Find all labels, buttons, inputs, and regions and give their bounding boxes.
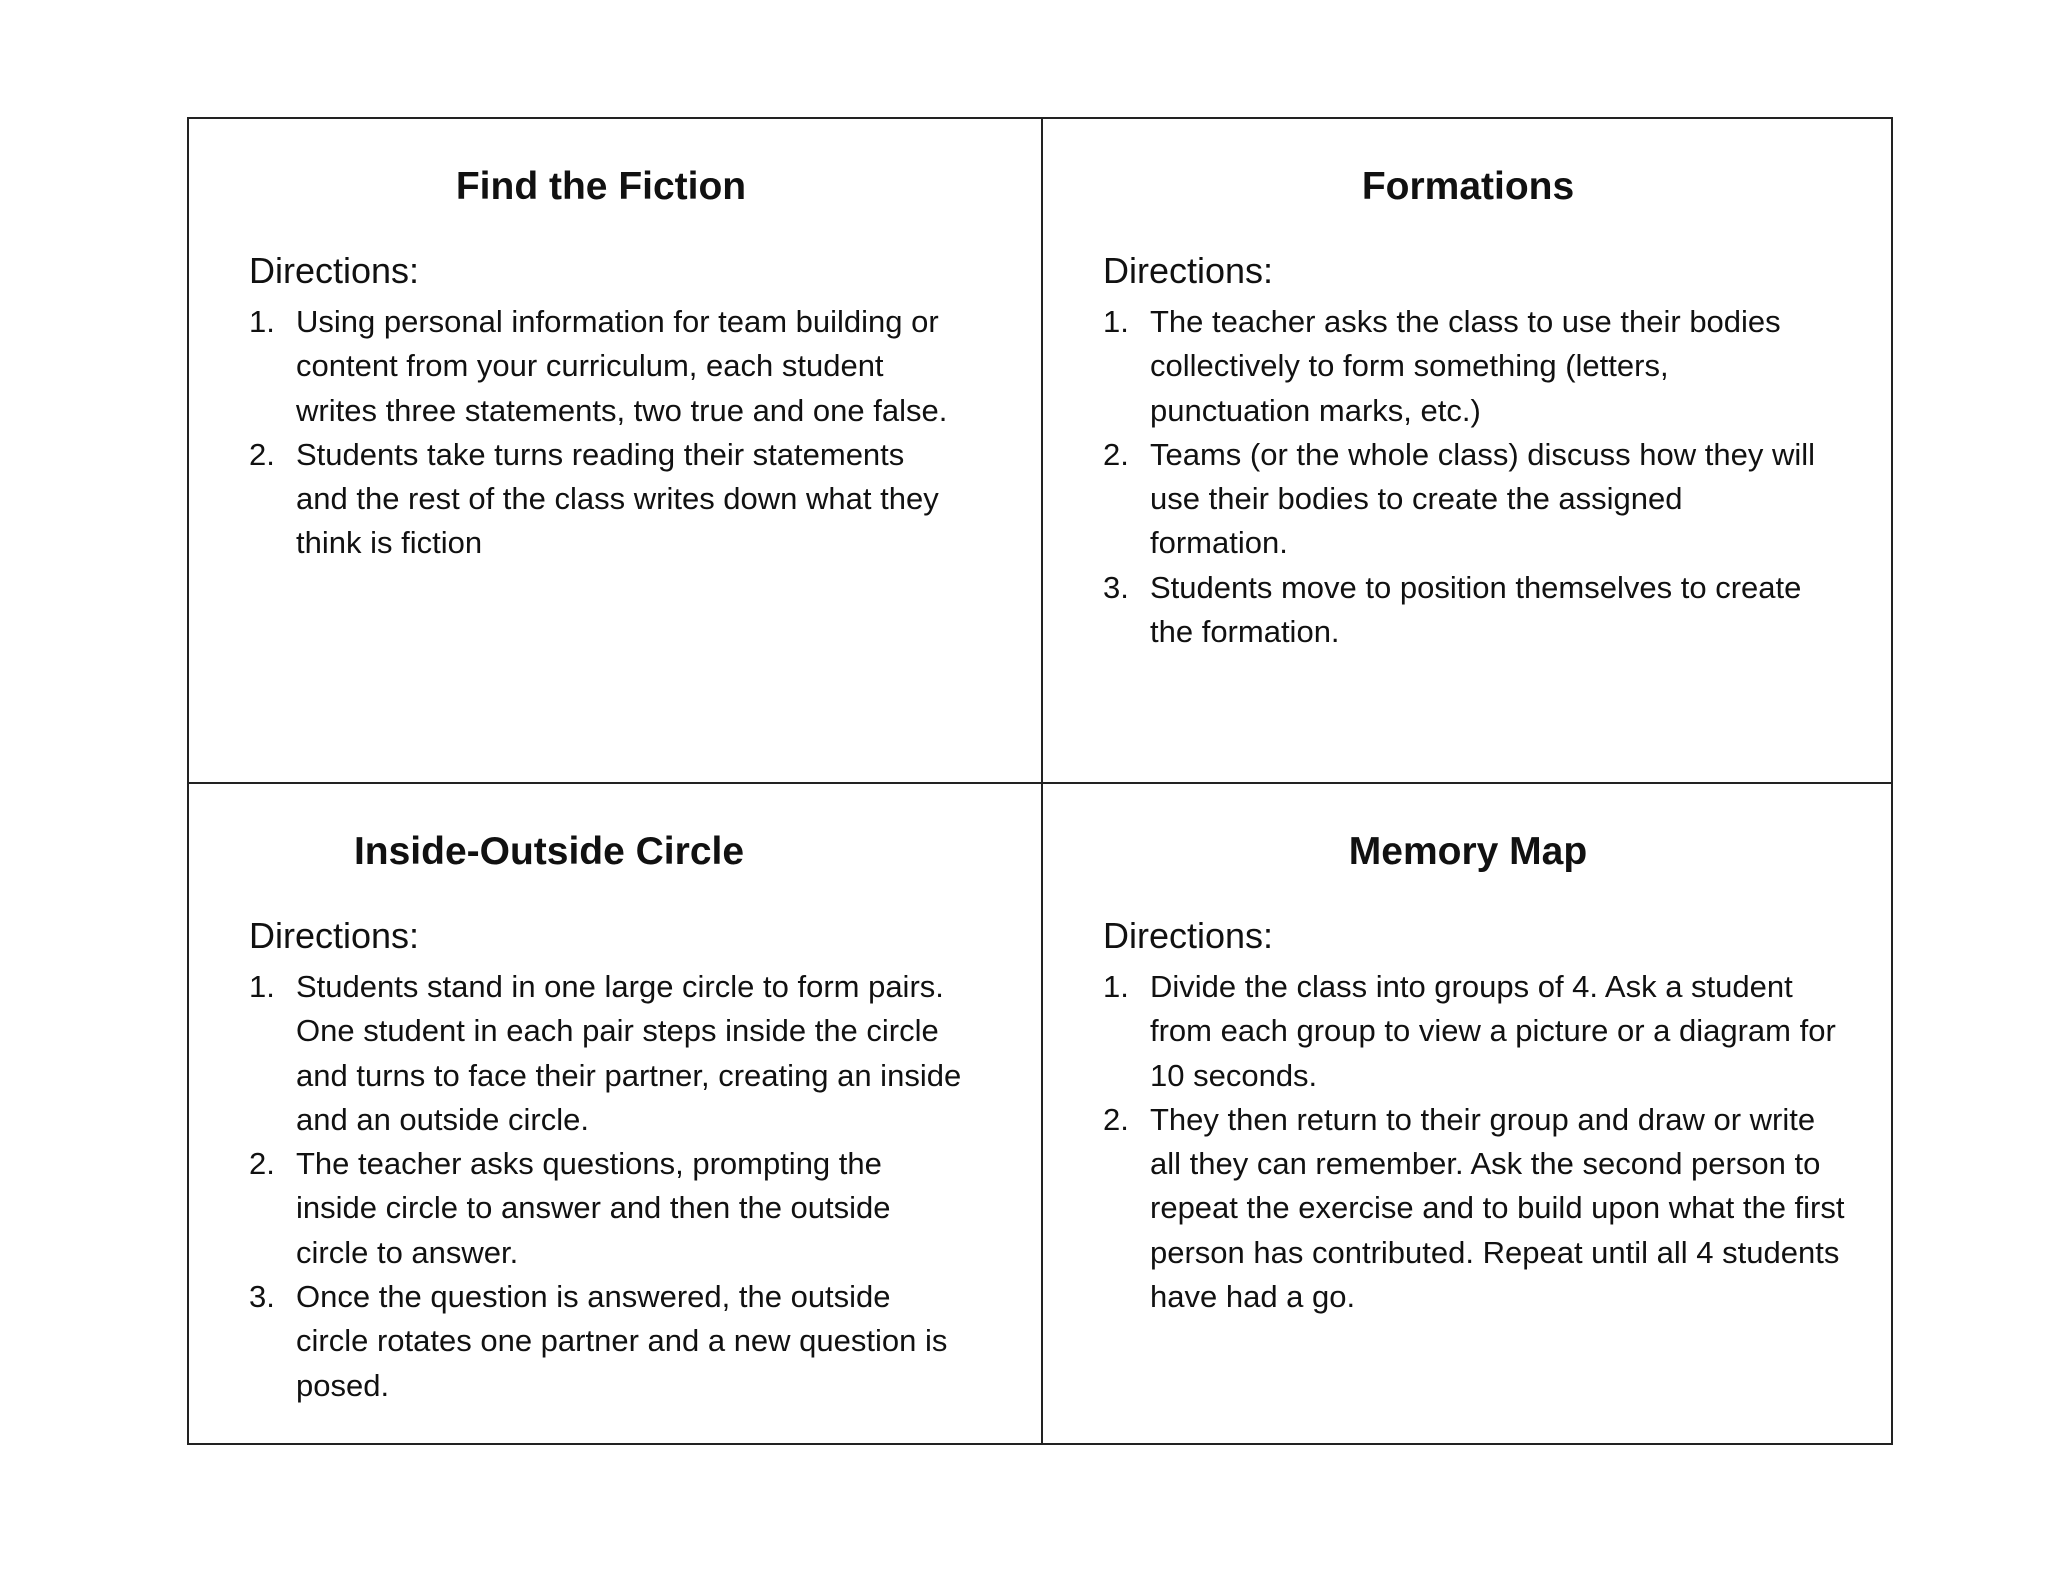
step-text: Students take turns reading their statements and the rest of the class writes down what they think is fiction <box>296 436 939 561</box>
card-title: Formations <box>1361 165 1575 208</box>
card-inside-outside-circle <box>189 782 1041 1445</box>
direction-step <box>249 433 949 566</box>
directions-label: Directions: <box>249 915 420 956</box>
direction-step <box>1103 965 1848 1098</box>
directions-list <box>249 300 949 566</box>
activity-card-grid <box>187 117 1893 1445</box>
step-number: 1. <box>249 304 275 339</box>
direction-step <box>249 1142 964 1275</box>
card-title: Memory Map <box>1348 830 1588 873</box>
step-number: 1. <box>1103 969 1129 1004</box>
step-number: 3. <box>1103 569 1129 605</box>
direction-step <box>1103 1098 1848 1319</box>
step-text: They then return to their group and draw or write all they can remember. Ask the second person to repeat the exercise and to build upon what the first person has contributed. Repeat until all 4 students have had a go. <box>1150 1101 1845 1315</box>
step-text: The teacher asks questions, prompting the inside circle to answer and then the outside circle to answer. <box>296 1146 891 1270</box>
card-memory-map <box>1041 782 1893 1445</box>
directions-label: Directions: <box>1103 915 1274 956</box>
step-number: 2. <box>249 436 275 472</box>
card-find-the-fiction <box>189 119 1041 782</box>
step-text: Teams (or the whole class) discuss how they will use their bodies to create the assigned formation. <box>1150 436 1816 561</box>
directions-list <box>1103 965 1848 1319</box>
directions-label: Directions: <box>249 250 420 291</box>
direction-step <box>249 965 964 1142</box>
card-formations <box>1041 119 1893 782</box>
step-number: 2. <box>1103 436 1129 472</box>
directions-label: Directions: <box>1103 250 1274 291</box>
step-text: Once the question is answered, the outside circle rotates one partner and a new question is posed. <box>296 1279 948 1403</box>
card-title: Find the Fiction <box>455 165 747 208</box>
card-title: Inside-Outside Circle <box>353 830 745 873</box>
direction-step <box>249 1275 964 1408</box>
step-text: Students stand in one large circle to form pairs. One student in each pair steps inside the circle and turns to face their partner, creating an inside and an outside circle. <box>296 969 962 1137</box>
direction-step <box>1103 300 1823 433</box>
step-number: 1. <box>1103 304 1129 339</box>
directions-list <box>249 965 964 1408</box>
step-text: Divide the class into groups of 4. Ask a student from each group to view a picture or a diagram for 10 seconds. <box>1150 969 1836 1093</box>
step-text: The teacher asks the class to use their bodies collectively to form something (letters, punctuation marks, etc.) <box>1150 304 1781 428</box>
step-text: Using personal information for team building or content from your curriculum, each student writes three statements, two true and one false. <box>296 304 948 428</box>
step-number: 2. <box>1103 1101 1129 1137</box>
directions-list <box>1103 300 1823 654</box>
direction-step <box>249 300 949 433</box>
step-number: 3. <box>249 1279 275 1315</box>
direction-step <box>1103 433 1823 566</box>
direction-step <box>1103 566 1823 655</box>
step-text: Students move to position themselves to create the formation. <box>1150 569 1802 650</box>
step-number: 2. <box>249 1146 275 1182</box>
step-number: 1. <box>249 969 275 1004</box>
